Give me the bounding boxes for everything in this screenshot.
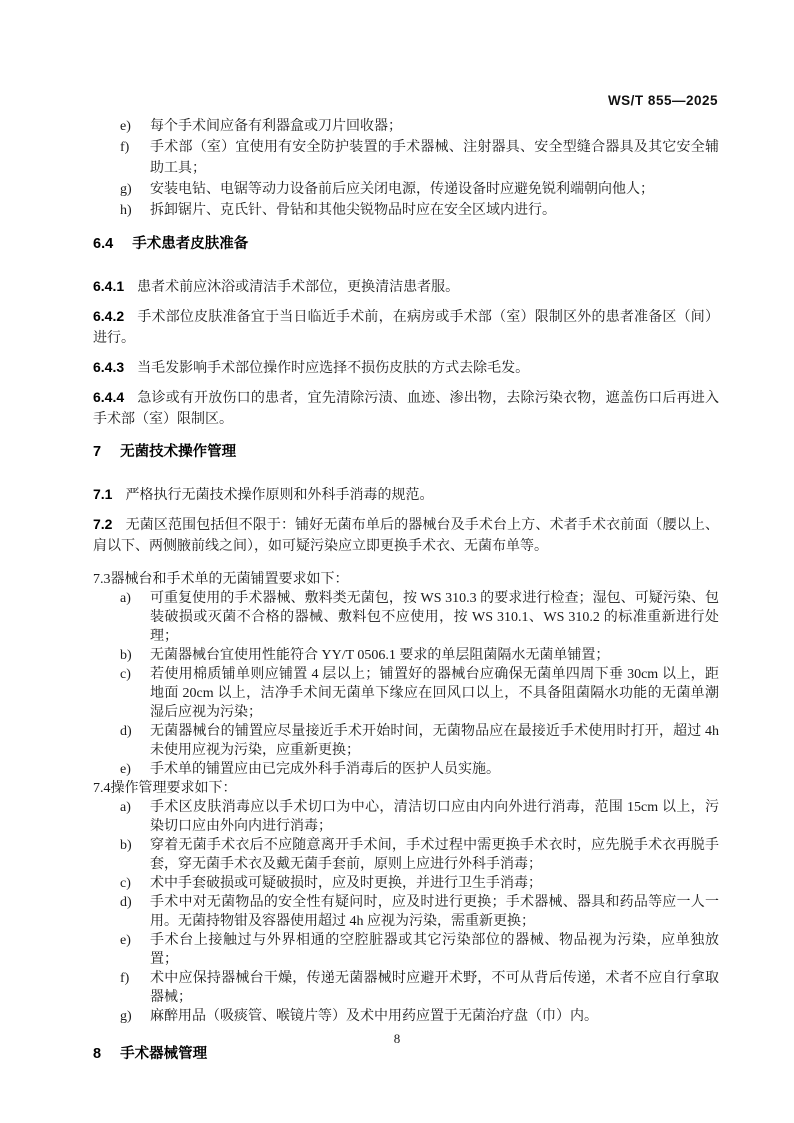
section-title: 手术患者皮肤准备 [132, 236, 249, 252]
list-item-label: d) [120, 724, 132, 739]
safety-items-list [93, 116, 719, 221]
clause-text: 急诊或有开放伤口的患者，宜先清除污渍、血迹、渗出物，去除污染衣物，遮盖伤口后再进入手术部（室）限制区。 [93, 391, 719, 427]
list-item [93, 931, 719, 969]
list-item-label: e) [120, 762, 131, 777]
clause-text: 当毛发影响手术部位操作时应选择不损伤皮肤的方式去除毛发。 [137, 361, 530, 376]
list-item-label: c) [120, 667, 131, 682]
list-item [93, 836, 719, 874]
clause-number: 7.2 [93, 516, 113, 532]
list-item [93, 760, 719, 779]
section-title: 无菌技术操作管理 [120, 444, 237, 460]
list-item-text: 手术部（室）宜使用有安全防护装置的手术器械、注射器具、安全型缝合器具及其它安全辅助工具； [150, 140, 719, 176]
list-item-text: 手术区皮肤消毒应以手术切口为中心，清洁切口应由内向外进行消毒，范围 15cm 以上，污染切口应由外向内进行消毒； [150, 800, 719, 834]
list-item-text: 无菌器械台宜使用性能符合 YY/T 0506.1 要求的单层阻菌隔水无菌单铺置； [150, 648, 610, 663]
list-item [93, 722, 719, 760]
clause-number: 6.4.4 [93, 389, 125, 405]
page-number: 8 [393, 1031, 401, 1046]
list-item-text: 手术单的铺置应由已完成外科手消毒后的医护人员实施。 [150, 762, 500, 777]
section-heading-7 [93, 442, 719, 463]
list-item-label: h) [120, 203, 132, 218]
list-item-text: 手术中对无菌物品的安全性有疑问时，应及时进行更换；手术器械、器具和药品等应一人一用。无菌持物钳及容器使用超过 4h 应视为污染，需重新更换； [150, 895, 719, 929]
list-item [93, 200, 719, 221]
clause-7-4-lead [93, 779, 719, 798]
list-item-label: e) [120, 933, 131, 948]
list-item-text: 可重复使用的手术器械、敷料类无菌包，按 WS 310.3 的要求进行检查；湿包、可疑污染、包装破损或灭菌不合格的器械、敷料包不应使用，按 WS 310.1、WS 310.2 的标准重新进行处理； [150, 591, 719, 644]
list-item-label: g) [120, 1009, 132, 1024]
list-item [93, 665, 719, 722]
list-item-text: 无菌器械台的铺置应尽量接近手术开始时间，无菌物品应在最接近手术使用时打开，超过 4h 未使用应视为污染，应重新更换； [150, 724, 719, 758]
section-number: 8 [93, 1046, 102, 1062]
list-item [93, 646, 719, 665]
clause-7-3-list [93, 589, 719, 779]
list-item-label: b) [120, 648, 132, 663]
clause-7-1 [93, 484, 719, 506]
list-item-text: 术中手套破损或可疑破损时，应及时更换，并进行卫生手消毒； [150, 876, 542, 891]
list-item-text: 每个手术间应备有利器盒或刀片回收器； [150, 119, 402, 134]
section-heading-6-4 [93, 234, 719, 255]
list-item-text: 拆卸锯片、克氏针、骨钻和其他尖锐物品时应在安全区域内进行。 [150, 203, 556, 218]
list-item-label: c) [120, 876, 131, 891]
clause-6-4-2 [93, 306, 719, 349]
list-item-label: f) [120, 971, 130, 986]
clause-text: 操作管理要求如下： [110, 781, 237, 796]
clause-text: 手术部位皮肤准备宜于当日临近手术前，在病房或手术部（室）限制区外的患者准备区（间）进行。 [93, 310, 719, 346]
clause-text: 器械台和手术单的无菌铺置要求如下： [110, 572, 349, 587]
list-item [93, 1007, 719, 1026]
list-item-label: g) [120, 182, 132, 197]
clause-6-4-3 [93, 357, 719, 379]
clause-7-3-lead [93, 570, 719, 589]
clause-number: 7.4 [93, 781, 111, 796]
list-item-label: a) [120, 800, 131, 815]
clause-number: 6.4.3 [93, 359, 125, 375]
list-item-text: 麻醉用品（吸痰管、喉镜片等）及术中用药应置于无菌治疗盘（巾）内。 [150, 1009, 598, 1024]
list-item [93, 179, 719, 200]
clause-number: 7.1 [93, 486, 113, 502]
list-item [93, 589, 719, 646]
list-item [93, 116, 719, 137]
document-body [93, 116, 719, 1065]
list-item [93, 137, 719, 179]
clause-number: 7.3 [93, 572, 111, 587]
list-item [93, 874, 719, 893]
list-item-text: 穿着无菌手术衣后不应随意离开手术间，手术过程中需更换手术衣时，应先脱手术衣再脱手套，穿无菌手术衣及戴无菌手套前，原则上应进行外科手消毒； [150, 838, 719, 872]
list-item-text: 若使用棉质铺单则应铺置 4 层以上；铺置好的器械台应确保无菌单四周下垂 30cm 以上，距地面 20cm 以上，洁净手术间无菌单下缘应在回风口以上，不具备阻菌隔水功能的无菌单潮湿后应视为污染； [150, 667, 719, 720]
clause-7-4-list [93, 798, 719, 1026]
clause-text: 患者术前应沐浴或清洁手术部位，更换清洁患者服。 [137, 280, 460, 295]
clause-text: 严格执行无菌技术操作原则和外科手消毒的规范。 [125, 488, 434, 503]
list-item-label: a) [120, 591, 131, 606]
doc-number: WS/T 855—2025 [607, 93, 718, 108]
list-item [93, 969, 719, 1007]
section-number: 6.4 [93, 236, 114, 252]
clause-6-4-4 [93, 387, 719, 430]
clause-text: 无菌区范围包括但不限于：铺好无菌布单后的器械台及手术台上方、术者手术衣前面（腰以上、肩以下、两侧腋前线之间），如可疑污染应立即更换手术衣、无菌布单等。 [93, 518, 719, 554]
section-title: 手术器械管理 [120, 1046, 208, 1062]
list-item [93, 893, 719, 931]
clause-7-3-block [93, 570, 719, 779]
list-item-label: d) [120, 895, 132, 910]
list-item-label: f) [120, 140, 130, 155]
clause-number: 6.4.2 [93, 308, 125, 324]
list-item-text: 手术台上接触过与外界相通的空腔脏器或其它污染部位的器械、物品视为污染，应单独放置； [150, 933, 719, 967]
list-item-label: b) [120, 838, 132, 853]
list-item-label: e) [120, 119, 131, 134]
clause-7-2 [93, 514, 719, 557]
list-item-text: 术中应保持器械台干燥，传递无菌器械时应避开术野，不可从背后传递，术者不应自行拿取器械； [150, 971, 719, 1005]
clause-7-4-block [93, 779, 719, 1026]
list-item-text: 安装电钻、电锯等动力设备前后应关闭电源，传递设备时应避免锐利端朝向他人； [150, 182, 654, 197]
section-number: 7 [93, 444, 102, 460]
clause-6-4-1 [93, 276, 719, 298]
clause-number: 6.4.1 [93, 278, 125, 294]
list-item [93, 798, 719, 836]
